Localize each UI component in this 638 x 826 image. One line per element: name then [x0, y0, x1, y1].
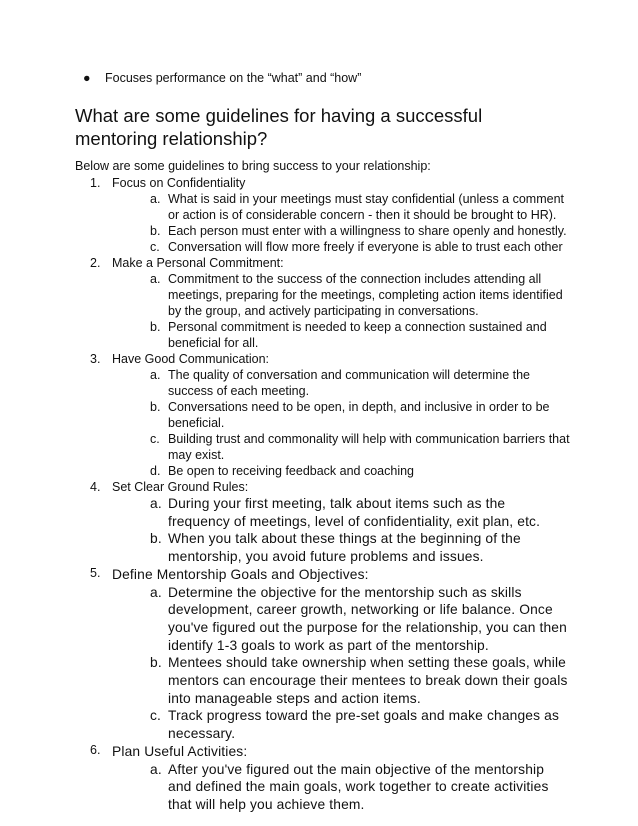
item-number: 5. — [90, 565, 101, 580]
sub-letter: b. — [150, 655, 162, 671]
sub-letter: a. — [150, 496, 162, 511]
sub-item — [130, 530, 570, 565]
sub-letter: a. — [150, 192, 161, 206]
sub-text: What is said in your meetings must stay confidential (unless a comment or action is of considerable concern - then it should be brought to HR). — [168, 192, 565, 222]
sub-item — [130, 223, 570, 239]
sub-letter: c. — [150, 708, 162, 724]
sub-letter: d. — [150, 464, 161, 478]
sub-text: Personal commitment is needed to keep a connection sustained and beneficial for all. — [168, 320, 547, 350]
item-number: 4. — [90, 480, 101, 494]
item-title: Focus on Confidentiality — [112, 176, 246, 190]
sub-text: Conversations need to be open, in depth, and inclusive in order to be beneficial. — [168, 400, 550, 430]
item-title: Set Clear Ground Rules: — [112, 480, 249, 494]
sub-letter: b. — [150, 531, 162, 547]
sub-text: Determine the objective for the mentorship such as skills development, career growth, networking or life balance. Once you've figured out the purpose for the relationship, you can then identify 1-3 goals to work as part of the mentorship. — [168, 584, 567, 653]
sub-item — [130, 191, 570, 223]
item-number: 2. — [90, 256, 101, 270]
guideline-item-3 — [90, 351, 570, 479]
sub-text: Each person must enter with a willingness to share openly and honestly. — [168, 224, 567, 238]
guidelines-list — [90, 175, 570, 814]
item-number: 6. — [90, 742, 101, 757]
guideline-item-2 — [90, 255, 570, 351]
sub-item — [130, 367, 570, 399]
sub-letter: a. — [150, 761, 162, 777]
item-title: Have Good Communication: — [112, 352, 270, 366]
sub-text: Building trust and commonality will help with communication barriers that may exist. — [168, 432, 570, 462]
sub-item — [130, 761, 570, 814]
item-number: 1. — [90, 176, 101, 190]
sub-text: When you talk about these things at the beginning of the mentorship, you avoid future problems and issues. — [168, 531, 521, 565]
sub-text: Commitment to the success of the connection includes attending all meetings, preparing for the meetings, completing action items identified by the group, and actively participating in conversations. — [168, 272, 563, 318]
sub-text: After you've figured out the main objective of the mentorship and defined the main goals, work together to create activities that will help you achieve them. — [168, 761, 549, 812]
guideline-item-4 — [90, 479, 570, 566]
bullet-dot: ● — [83, 71, 91, 85]
sub-letter: b. — [150, 400, 161, 414]
bullet-text: Focuses performance on the “what” and “how” — [105, 71, 362, 85]
sub-text: Conversation will flow more freely if everyone is able to trust each other — [168, 240, 563, 254]
sub-text: The quality of conversation and communication will determine the success of each meeting. — [168, 368, 530, 398]
sub-item — [130, 584, 570, 655]
sub-item — [130, 495, 570, 530]
sub-text: Track progress toward the pre-set goals and make changes as necessary. — [168, 708, 560, 742]
sub-item — [130, 319, 570, 351]
sub-item — [130, 239, 570, 255]
sub-item — [130, 654, 570, 707]
sub-item — [130, 271, 570, 319]
item-title: Plan Useful Activities: — [112, 743, 248, 759]
sub-item — [130, 431, 570, 463]
sub-letter: a. — [150, 272, 161, 286]
sub-text: Mentees should take ownership when setting these goals, while mentors can encourage their mentees to break down their goals into manageable steps and action items. — [168, 655, 568, 706]
sub-letter: b. — [150, 224, 161, 238]
guideline-item-6 — [90, 743, 570, 814]
sub-letter: b. — [150, 320, 161, 334]
sub-item — [130, 707, 570, 742]
guideline-item-1 — [90, 175, 570, 255]
sub-text: Be open to receiving feedback and coaching — [168, 464, 415, 478]
sub-text: During your first meeting, talk about items such as the frequency of meetings, level of confidentiality, exit plan, etc. — [168, 496, 541, 529]
sub-letter: a. — [150, 584, 162, 600]
sub-letter: c. — [150, 432, 160, 446]
guideline-item-5 — [90, 566, 570, 743]
section-heading: What are some guidelines for having a successful mentoring relationship? — [75, 105, 483, 149]
intro-text: Below are some guidelines to bring success to your relationship: — [75, 159, 431, 173]
sub-letter: a. — [150, 368, 161, 382]
sub-item — [130, 463, 570, 479]
sub-letter: c. — [150, 240, 160, 254]
item-number: 3. — [90, 352, 101, 366]
item-title: Make a Personal Commitment: — [112, 256, 284, 270]
sub-item — [130, 399, 570, 431]
item-title: Define Mentorship Goals and Objectives: — [112, 566, 369, 582]
